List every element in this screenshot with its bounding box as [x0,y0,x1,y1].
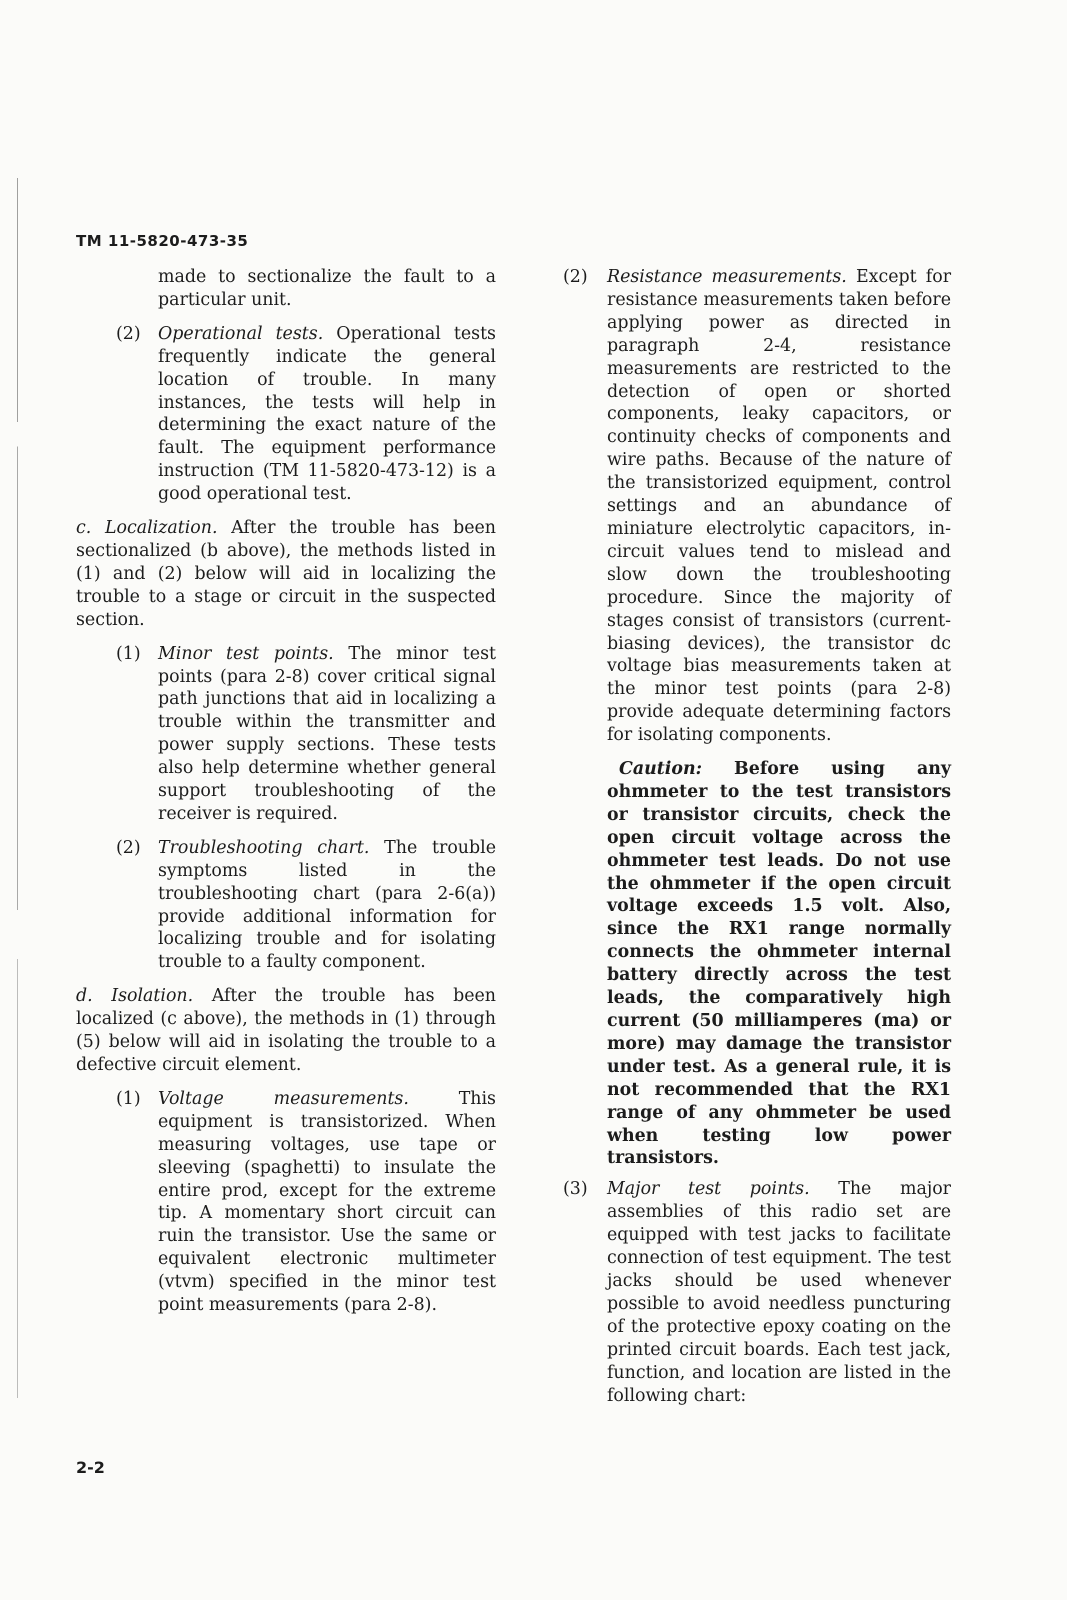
subparagraph-resistance-measurements [563,266,951,747]
document-id: TM 11-5820-473-35 [76,232,249,250]
subparagraph-text: The major assemblies of this radio set are equipped with test jacks to facilitate connection of test equipment. The test jacks should be used whenever possible to avoid needless puncturing of the protective epoxy coating on the printed circuit boards. Each test jack, function, and location are listed in the following chart: [607,1179,951,1406]
paragraph-label: d. Isolation. [76,986,194,1007]
subparagraph-title: Minor test points. [158,643,334,664]
subparagraph-operational-tests [76,323,496,506]
left-column [76,266,496,1328]
subparagraph-text: The trouble symptoms listed in the troubleshooting chart (para 2-6(a)) provide additional information for localizing trouble and for isolating trouble to a faulty component. [158,837,496,973]
subparagraph-number: (2) [563,267,588,287]
caution-label: Caution: [619,759,703,780]
subparagraph-troubleshooting-chart [76,837,496,974]
subparagraph-number: (2) [116,323,141,344]
paragraph-label: c. Localization. [76,518,218,539]
subparagraph-title: Voltage measurements. [158,1088,409,1109]
subparagraph-title: Major test points. [607,1179,810,1200]
subparagraph-number: (1) [116,643,141,664]
caution-note [563,758,951,1170]
subparagraph-title: Troubleshooting chart. [158,837,370,858]
subparagraph-title: Resistance measurements. [607,267,847,287]
subparagraph-number: (3) [563,1179,588,1200]
page-number: 2-2 [76,1458,105,1477]
subparagraph-voltage-measurements [76,1088,496,1317]
paragraph-text: After the trouble has been sectionalized (b above), the methods listed in (1) and (2) below will aid in localizing the trouble to a stage or circuit in the suspected section. [76,518,496,630]
subparagraph-number: (1) [116,1088,141,1109]
subparagraph-text: Except for resistance measurements taken before applying power as directed in paragraph 2-4, resistance measurements are restricted to the detection of open or shorted components, leaky capacitors, or continuity checks of components and wire paths. Because of the nature of the transistorized equipment, control settings and an abundance of miniature electrolytic capacitors, in-circuit values tend to mislead and slow down the troubleshooting procedure. Since the majority of stages consist of transistors (current-biasing devices), the transistor dc voltage bias measurements taken at the minor test points (para 2-8) provide adequate determining factors for isolating components. [607,267,952,746]
margin-rule [17,178,18,1398]
subparagraph-text: This equipment is transistorized. When measuring voltages, use tape or sleeving (spaghetti) to insulate the entire prod, except for the extreme tip. A momentary short circuit can ruin the transistor. Use the same or equivalent electronic multimeter (vtvm) specified in the minor test point measurements (para 2-8). [158,1088,496,1316]
subparagraph-number: (2) [116,837,141,858]
subparagraph-minor-test-points [76,643,496,826]
paragraph-localization [76,517,496,632]
subparagraph-title: Operational tests. [158,323,324,344]
subparagraph-text: Operational tests frequently indicate the general location of trouble. In many instances, the tests will help in determining the exact nature of the fault. The equipment performance instruction (TM 11-5820-473-12) is a good operational test. [158,323,496,505]
subparagraph-text: The minor test points (para 2-8) cover critical signal path junctions that aid in localizing a trouble within the transmitter and power supply sections. These tests also help determine whether general support troubleshooting of the receiver is required. [158,643,496,824]
subparagraph-major-test-points [563,1178,951,1407]
continued-paragraph [76,266,496,312]
paragraph-isolation [76,985,496,1077]
paragraph-text: After the trouble has been localized (c above), the methods in (1) through (5) below will aid in isolating the trouble to a defective circuit element. [76,986,496,1075]
paragraph-text: made to sectionalize the fault to a particular unit. [158,267,496,310]
right-column [563,266,951,1418]
caution-text: Before using any ohmmeter to the test transistors or transistor circuits, check the open circuit voltage across the ohmmeter test leads. Do not use the ohmmeter if the open circuit voltage exceeds 1.5 volt. Also, since the RX1 range normally connects the ohmmeter internal battery directly across the test leads, the comparatively high current (50 milliamperes (ma) or more) may damage the transistor under test. As a general rule, it is not recommended that the RX1 range of any ohmmeter be used when testing low power transistors. [607,759,951,1169]
